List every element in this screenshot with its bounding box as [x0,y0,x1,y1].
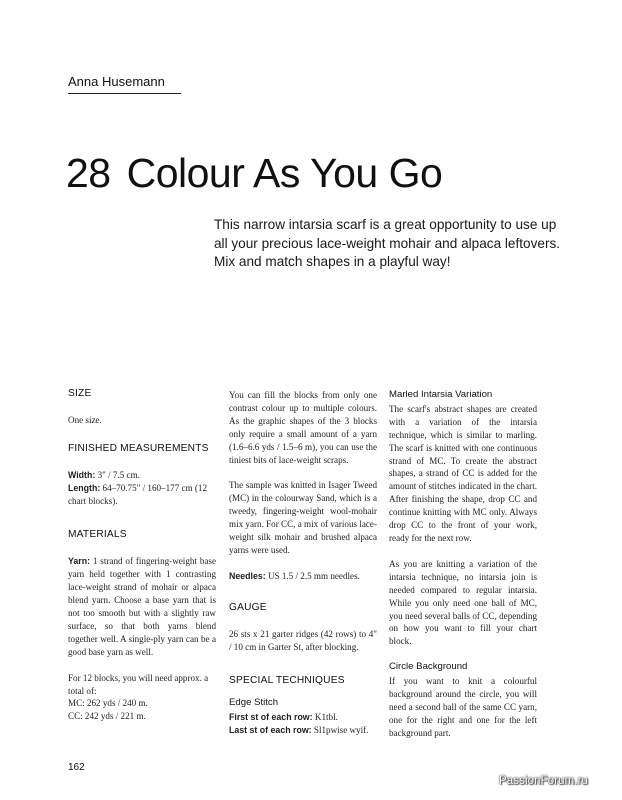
edge-first-line: First st of each row: K1tbl. [229,712,338,723]
page-number: 162 [68,762,85,773]
yarn-text: Yarn: 1 strand of fingering-weight base yarn held together with 1 contrasting lace-weight strand of mohair or alpaca blend yarn. Choose a base yarn that is not too smooth but with a slightly raw surface, so that both yarns blend together well. A single-ply yarn can be a good base yarn as well. [68,556,216,657]
gauge-heading: GAUGE [229,601,267,613]
size-heading: SIZE [68,388,92,399]
edge-stitch-heading: Edge Stitch [229,697,279,709]
materials-heading: MATERIALS [68,529,127,541]
author-name: Anna Husemann [68,74,165,89]
gauge-text: 26 sts x 21 garter ridges (42 rows) to 4" / 10 cm in Garter St, after blocking. [229,628,377,652]
pattern-title: Colour As You Go [126,150,443,196]
mc-amount: MC: 262 yds / 240 m. [68,698,148,709]
finished-measurements-heading: FINISHED MEASUREMENTS [68,442,209,454]
special-techniques-heading: SPECIAL TECHNIQUES [229,674,345,686]
sample-text: The sample was knitted in Isager Tweed (MC) in the colourway Sand, which is a tweedy, fingering-weight wool-mohair mix yarn. For CC, a mix of various lace-weight silk mohair and brushed alpaca yarns were used. [229,480,377,555]
circle-background-heading: Circle Background [389,661,468,673]
fill-text: You can fill the blocks from only one contrast colour up to multiple colours. As the graphic shapes of the 3 blocks only require a small amount of a yarn (1.6–6.6 yds / 1.5–6 m), you can use the tiniest bits of lace-weight scraps. [229,390,377,465]
size-text: One size. [68,414,102,425]
column-middle [229,389,377,737]
circle-text: If you want to knit a colourful background around the circle, you will need a second ball of the same CC yarn, one for the right and one for the left background part. [389,676,537,738]
column-right [389,389,537,740]
marled-text: The scarf's abstract shapes are created with a variation of the intarsia technique, which is similar to marling. The scarf is knitted with one continuous strand of MC. To create the abstract shapes, a strand of CC is added for the amount of stitches indicated in the chart. After finishing the shape, drop CC and continue knitting with MC only. Always drop CC to the front of your work, ready for the next row. [389,403,537,543]
pattern-number: 28 [66,150,111,196]
intro-paragraph: This narrow intarsia scarf is a great opportunity to use up all your precious lace-weight mohair and alpaca leftovers. Mix and match shapes in a playful way! [214,217,561,269]
variation-text: As you are knitting a variation of the intarsia technique, no intarsia join is needed compared to regular intarsia. While you only need one ball of MC, you need several balls of CC, depending on how you want to fill your chart block. [389,558,537,647]
needles-line: Needles: US 1.5 / 2.5 mm needles. [229,570,360,581]
author-underline [68,93,181,94]
cc-amount: CC: 242 yds / 221 m. [68,711,146,722]
edge-last-line: Last st of each row: Sl1pwise wyif. [229,725,369,736]
watermark: PassionForum.ru [499,775,589,787]
width-line: Width: 3" / 7.5 cm. [68,469,140,480]
marled-heading: Marled Intarsia Variation [389,389,493,400]
blocks-text: For 12 blocks, you will need approx. a total of: [68,672,209,696]
length-line: Length: 64–70.75" / 160–177 cm (12 chart blocks). [68,482,208,506]
column-left [68,388,216,723]
page-title [66,150,442,197]
